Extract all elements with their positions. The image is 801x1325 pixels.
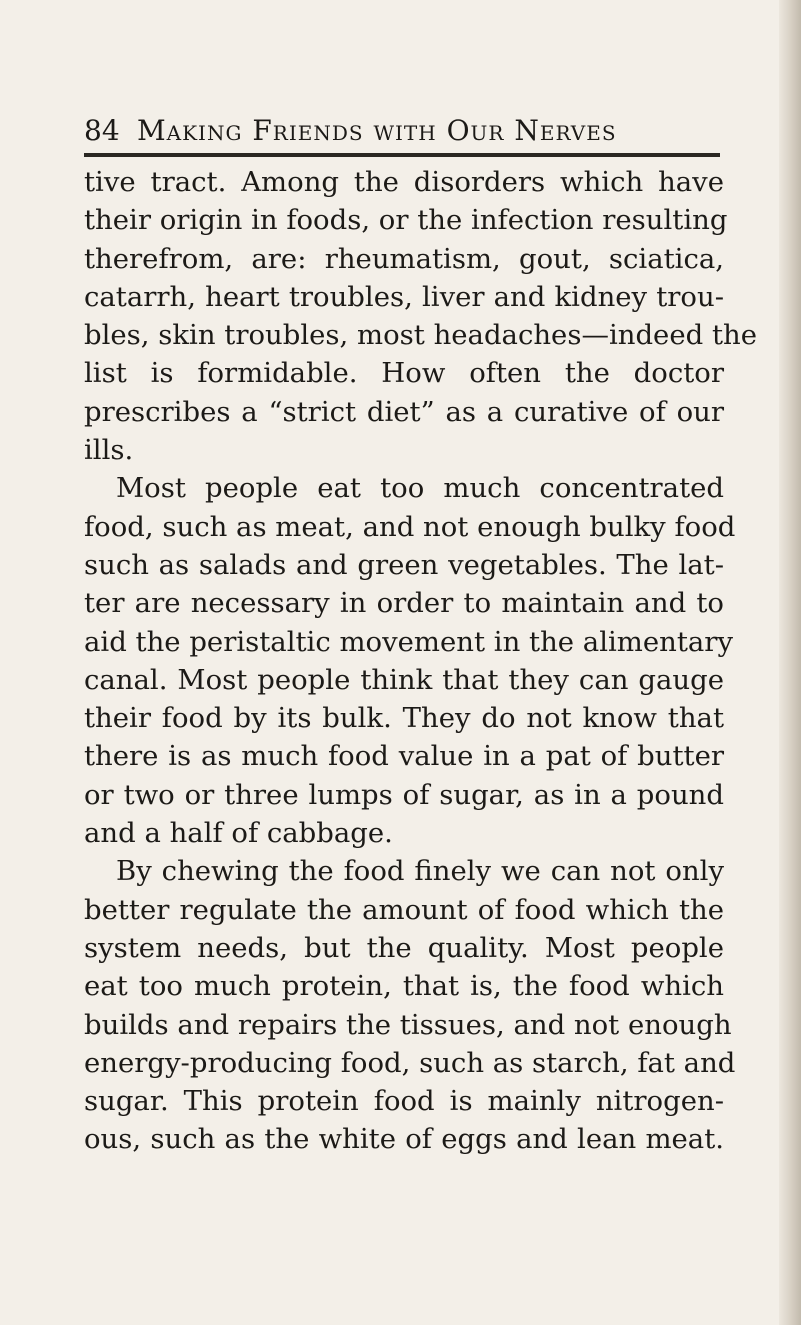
text-line: builds and repairs the tissues, and not enough <box>84 1008 732 1041</box>
text-line: energy-producing food, such as starch, fat and <box>84 1046 736 1079</box>
text-line: food, such as meat, and not enough bulky food <box>84 510 736 543</box>
page-edge-shadow <box>779 0 801 1325</box>
text-line: such as salads and green vegetables. The lat- <box>84 548 724 581</box>
body-text <box>84 163 757 1159</box>
page-header <box>84 113 724 153</box>
text-line: ter are necessary in order to maintain and to <box>84 587 724 620</box>
header-rule <box>84 153 720 157</box>
text-line: and a half of cabbage. <box>84 817 393 850</box>
text-line: therefrom, are: rheumatism, gout, sciatica, <box>84 242 724 275</box>
text-line: better regulate the amount of food which the <box>84 893 724 926</box>
text-line: sugar. This protein food is mainly nitrogen- <box>84 1085 724 1118</box>
text-line: catarrh, heart troubles, liver and kidney trou- <box>84 280 724 313</box>
text-line: aid the peristaltic movement in the alimentary <box>84 625 733 658</box>
text-line: there is as much food value in a pat of butter <box>84 740 724 773</box>
text-line: their origin in foods, or the infection resulting <box>84 204 728 237</box>
text-line: By chewing the food finely we can not only <box>116 855 724 888</box>
text-line: prescribes a “strict diet” as a curative of our <box>84 395 724 428</box>
text-line: Most people eat too much concentrated <box>116 472 724 505</box>
running-title: Making Friends with Our Nerves <box>137 114 617 147</box>
text-line: system needs, but the quality. Most people <box>84 931 724 964</box>
text-line: eat too much protein, that is, the food which <box>84 970 724 1003</box>
text-line: ous, such as the white of eggs and lean meat. <box>84 1123 724 1156</box>
page-number: 84 <box>84 114 120 147</box>
text-line: tive tract. Among the disorders which have <box>84 166 724 198</box>
text-line: list is formidable. How often the doctor <box>84 357 724 390</box>
text-line: or two or three lumps of sugar, as in a pound <box>84 778 724 811</box>
text-line: ills. <box>84 434 134 467</box>
text-line: canal. Most people think that they can gauge <box>84 663 724 696</box>
text-line: bles, skin troubles, most headaches—indeed the <box>84 319 757 352</box>
text-line: their food by its bulk. They do not know that <box>84 702 724 735</box>
